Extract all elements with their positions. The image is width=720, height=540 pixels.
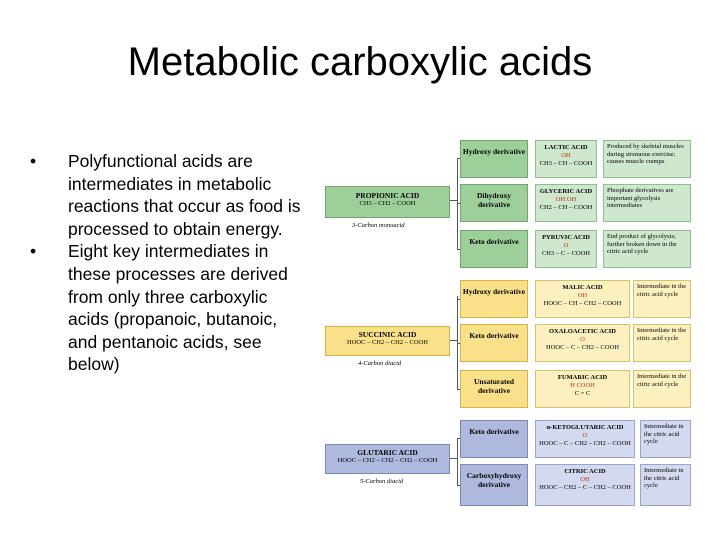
- parent-caption: 3-Carbon monoacid: [352, 222, 405, 229]
- derivative-box: Carboxyhydroxy derivative: [460, 464, 528, 506]
- parent-caption: 4-Carbon diacid: [358, 360, 402, 367]
- compound-box: MALIC ACID OH HOOC – CH – CH2 – COOH: [535, 280, 630, 318]
- note-box: Intermediate in the citric acid cycle: [640, 464, 691, 506]
- derivative-box: Keto derivative: [460, 324, 528, 362]
- derivative-box: Keto derivative: [460, 230, 528, 268]
- note-box: Intermediate in the citric acid cycle: [640, 420, 691, 458]
- derivative-box: Hydroxy derivative: [460, 280, 528, 318]
- note-box: Intermediate in the citric acid cycle: [633, 370, 691, 408]
- parent-formula: HOOC – CH2 – CH2 – CH2 – COOH: [337, 457, 438, 464]
- note-box: Intermediate in the citric acid cycle: [633, 280, 691, 318]
- compound-box: CITRIC ACID OH HOOC – CH2 – C – CH2 – COOH: [535, 464, 635, 506]
- compound-box: PYRUVIC ACID O CH3 – C – COOH: [535, 230, 597, 268]
- derivative-box: Keto derivative: [460, 420, 528, 458]
- parent-name: GLUTARIC ACID: [357, 448, 418, 457]
- bullet-list: [30, 150, 305, 376]
- parent-caption: 5-Carbon diacid: [360, 478, 404, 485]
- parent-box-succinic: [325, 326, 450, 356]
- derivative-box: Dihydroxy derivative: [460, 184, 528, 222]
- parent-box-propionic: [325, 186, 450, 218]
- parent-box-glutaric: [325, 444, 450, 474]
- note-box: Phosphate derivatives are important glycolysis intermediates: [603, 184, 691, 222]
- parent-formula: HOOC – CH2 – CH2 – COOH: [347, 339, 428, 346]
- note-box: Produced by skeletal muscles during strenuous exercise; causes muscle cramps: [603, 140, 691, 178]
- parent-name: PROPIONIC ACID: [355, 191, 420, 200]
- compound-box: LACTIC ACID OH CH3 – CH – COOH: [535, 140, 597, 178]
- parent-formula: CH3 – CH2 – COOH: [359, 200, 416, 207]
- slide-title: Metabolic carboxylic acids: [127, 40, 593, 84]
- compound-box: α-KETOGLUTARIC ACID O HOOC – C – CH2 – CH2 – COOH: [535, 420, 635, 458]
- note-box: End product of glycolysis; further broken down in the citric acid cycle: [603, 230, 691, 268]
- bullet-item: • Eight key intermediates in these processes are derived from only three carboxylic acids (propanoic, butanoic, and pentanoic acids, see below): [30, 240, 305, 376]
- compound-box: GLYCERIC ACID OH OH CH2 – CH – COOH: [535, 184, 597, 222]
- parent-name: SUCCINIC ACID: [358, 330, 417, 339]
- note-box: Intermediate in the citric acid cycle: [633, 324, 691, 362]
- bullet-item: • Polyfunctional acids are intermediates in metabolic reactions that occur as food is processed to obtain energy.: [30, 150, 305, 240]
- derivative-box: Hydroxy derivative: [460, 140, 528, 178]
- compound-box: FUMARIC ACID H COOH C = C: [535, 370, 630, 408]
- compound-box: OXALOACETIC ACID O HOOC – C – CH2 – COOH: [535, 324, 630, 362]
- derivative-box: Unsaturated derivative: [460, 370, 528, 408]
